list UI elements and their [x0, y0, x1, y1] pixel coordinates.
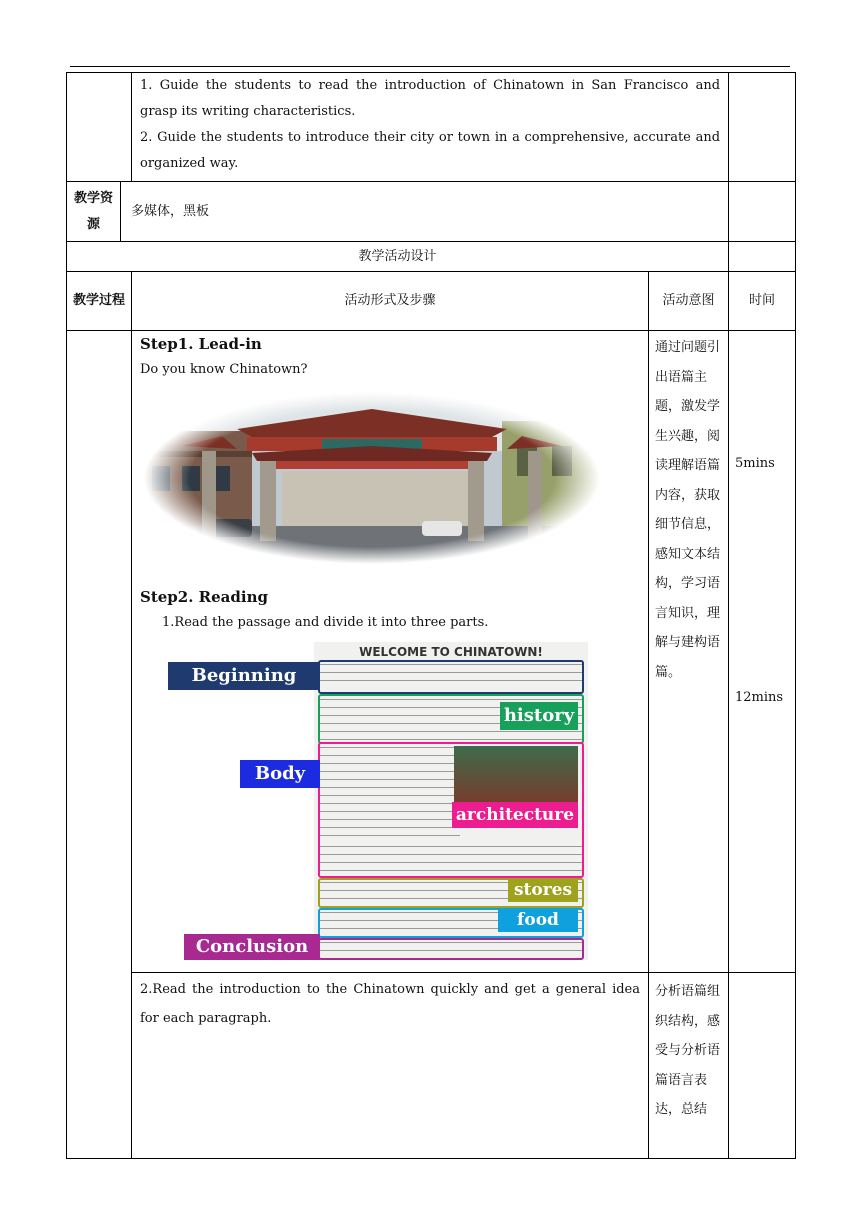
step-row-1 — [67, 331, 796, 973]
col-steps: 活动形式及步骤 — [132, 272, 649, 331]
resources-label: 教学资源 — [67, 182, 121, 242]
objective-2: 2. Guide the students to introduce their city or town in a comprehensive, accurate and organized way. — [140, 130, 721, 171]
design-header: 教学活动设计 — [67, 242, 729, 272]
step-row-2 — [67, 973, 796, 1159]
conclusion-label: Conclusion — [184, 934, 320, 960]
step2-title: Step2. Reading — [140, 588, 268, 606]
col-time: 时间 — [729, 272, 796, 331]
stores-label: stores — [508, 878, 578, 902]
step1-question: Do you know Chinatown? — [140, 362, 308, 377]
header-rule — [70, 66, 790, 67]
body-label: Body — [240, 760, 320, 788]
resources-value: 多媒体，黑板 — [121, 182, 729, 242]
step2-task1: 1.Read the passage and divide it into three parts. — [162, 615, 489, 630]
architecture-label: architecture — [452, 802, 578, 828]
col-process: 教学过程 — [67, 272, 132, 331]
passage-structure-figure — [168, 642, 588, 962]
steps-cell — [132, 331, 649, 973]
beginning-label: Beginning — [168, 662, 320, 690]
resources-row — [67, 182, 796, 242]
objectives-row — [67, 73, 796, 182]
chinatown-gate-image — [142, 391, 602, 566]
col-intent: 活动意图 — [649, 272, 729, 331]
intent-cell-2: 分析语篇组织结构，感受与分析语篇语言表达，总结 — [649, 973, 729, 1159]
beginning-frame — [318, 660, 584, 694]
objectives-cell — [132, 73, 729, 182]
conclusion-frame — [318, 938, 584, 960]
intent-cell-1: 通过问题引出语篇主题，激发学生兴趣，阅读理解语篇内容，获取细节信息，感知文本结构，学习语言知识，理解与建构语篇。 — [649, 331, 729, 973]
step2-task2-cell — [132, 973, 649, 1159]
time-2: 12mins — [735, 690, 784, 705]
time-cell-1 — [729, 331, 796, 973]
column-header-row — [67, 272, 796, 331]
food-label: food — [498, 908, 578, 932]
history-label: history — [500, 702, 578, 730]
step2-task2: 2.Read the introduction to the Chinatown quickly and get a general idea for each paragraph. — [140, 982, 640, 1026]
lesson-plan-table — [66, 72, 796, 1159]
design-header-row — [67, 242, 796, 272]
time-1: 5mins — [735, 456, 775, 471]
objective-1: 1. Guide the students to read the introduction of Chinatown in San Francisco and grasp its writing characteristics. — [140, 78, 721, 119]
passage-title: WELCOME TO CHINATOWN! — [359, 645, 543, 659]
step1-title: Step1. Lead-in — [140, 335, 262, 353]
